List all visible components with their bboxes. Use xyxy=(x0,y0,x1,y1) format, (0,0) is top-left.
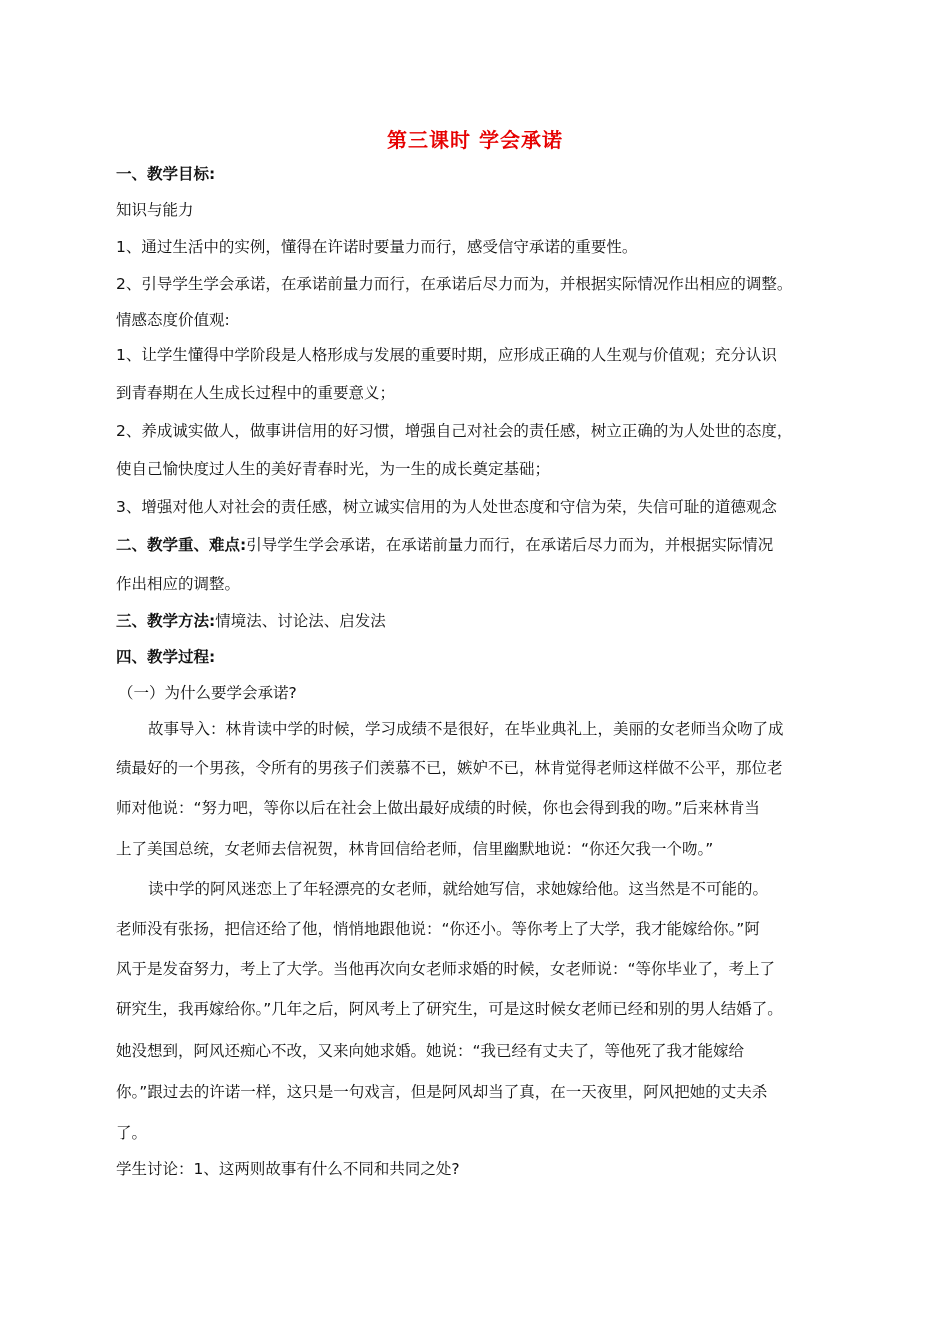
page-title: 第三课时 学会承诺 xyxy=(387,128,563,152)
story2-line: 读中学的阿风迷恋上了年轻漂亮的女老师，就给她写信，求她嫁给他。这当然是不可能的。 xyxy=(148,880,769,898)
objective-e3: 3、增强对他人对社会的责任感，树立诚实信用的为人处世态度和守信为荣，失信可耻的道德观念 xyxy=(116,498,777,516)
story2-line: 风于是发奋努力，考上了大学。当他再次向女老师求婚的时候，女老师说：“等你毕业了，考上了 xyxy=(116,960,776,978)
section2-heading: 二、教学重、难点: xyxy=(116,536,247,554)
objective-e2a: 2、养成诚实做人，做事讲信用的好习惯，增强自己对社会的责任感，树立正确的为人处世的态度， xyxy=(116,422,793,440)
section2-text-b: 作出相应的调整。 xyxy=(116,575,241,593)
objective-e2b: 使自己愉快度过人生的美好青春时光，为一生的成长奠定基础； xyxy=(116,460,551,478)
section2-line1 xyxy=(116,534,846,556)
story1-line: 师对他说：“努力吧，等你以后在社会上做出最好成绩的时候，你也会得到我的吻。”后来林肯当 xyxy=(116,799,760,817)
objective-k1: 1、通过生活中的实例，懂得在许诺时要量力而行，感受信守承诺的重要性。 xyxy=(116,238,638,256)
emotion-label: 情感态度价值观: xyxy=(116,311,230,329)
section3-heading: 三、教学方法: xyxy=(116,612,216,630)
section2-text-a: 引导学生学会承诺，在承诺前量力而行，在承诺后尽力而为，并根据实际情况 xyxy=(246,536,774,554)
section4-sub1: （一）为什么要学会承诺? xyxy=(118,684,297,702)
story1-line: 上了美国总统，女老师去信祝贺，林肯回信给老师，信里幽默地说：“你还欠我一个吻。” xyxy=(116,840,714,858)
story2-line: 研究生，我再嫁给你。”几年之后，阿风考上了研究生，可是这时候女老师已经和别的男人结婚了。 xyxy=(116,1000,783,1018)
story2-line: 了。 xyxy=(116,1124,148,1142)
section3-line xyxy=(116,610,846,632)
story1-line: 故事导入：林肯读中学的时候，学习成绩不是很好，在毕业典礼上，美丽的女老师当众吻了成 xyxy=(148,720,784,738)
section3-text: 情境法、讨论法、启发法 xyxy=(215,612,386,630)
story1-line: 绩最好的一个男孩，令所有的男孩子们羡慕不已，嫉妒不已，林肯觉得老师这样做不公平，那位老 xyxy=(116,759,783,777)
section1-heading: 一、教学目标: xyxy=(116,165,216,183)
objective-e1b: 到青春期在人生成长过程中的重要意义； xyxy=(116,384,396,402)
objective-e1a: 1、让学生懂得中学阶段是人格形成与发展的重要时期，应形成正确的人生观与价值观；充分认识 xyxy=(116,346,777,364)
story2-line: 老师没有张扬，把信还给了他，悄悄地跟他说：“你还小。等你考上了大学，我才能嫁给你。”阿 xyxy=(116,920,760,938)
discussion-prompt: 学生讨论：1、这两则故事有什么不同和共同之处? xyxy=(116,1160,460,1178)
story2-line: 你。”跟过去的许诺一样，这只是一句戏言，但是阿风却当了真，在一天夜里，阿风把她的丈夫杀 xyxy=(116,1083,768,1101)
objective-k2: 2、引导学生学会承诺，在承诺前量力而行，在承诺后尽力而为，并根据实际情况作出相应的调整。 xyxy=(116,275,793,293)
section4-heading: 四、教学过程: xyxy=(116,648,216,666)
knowledge-label: 知识与能力 xyxy=(116,201,194,219)
story2-line: 她没想到，阿风还痴心不改，又来向她求婚。她说：“我已经有丈夫了，等他死了我才能嫁给 xyxy=(116,1042,745,1060)
